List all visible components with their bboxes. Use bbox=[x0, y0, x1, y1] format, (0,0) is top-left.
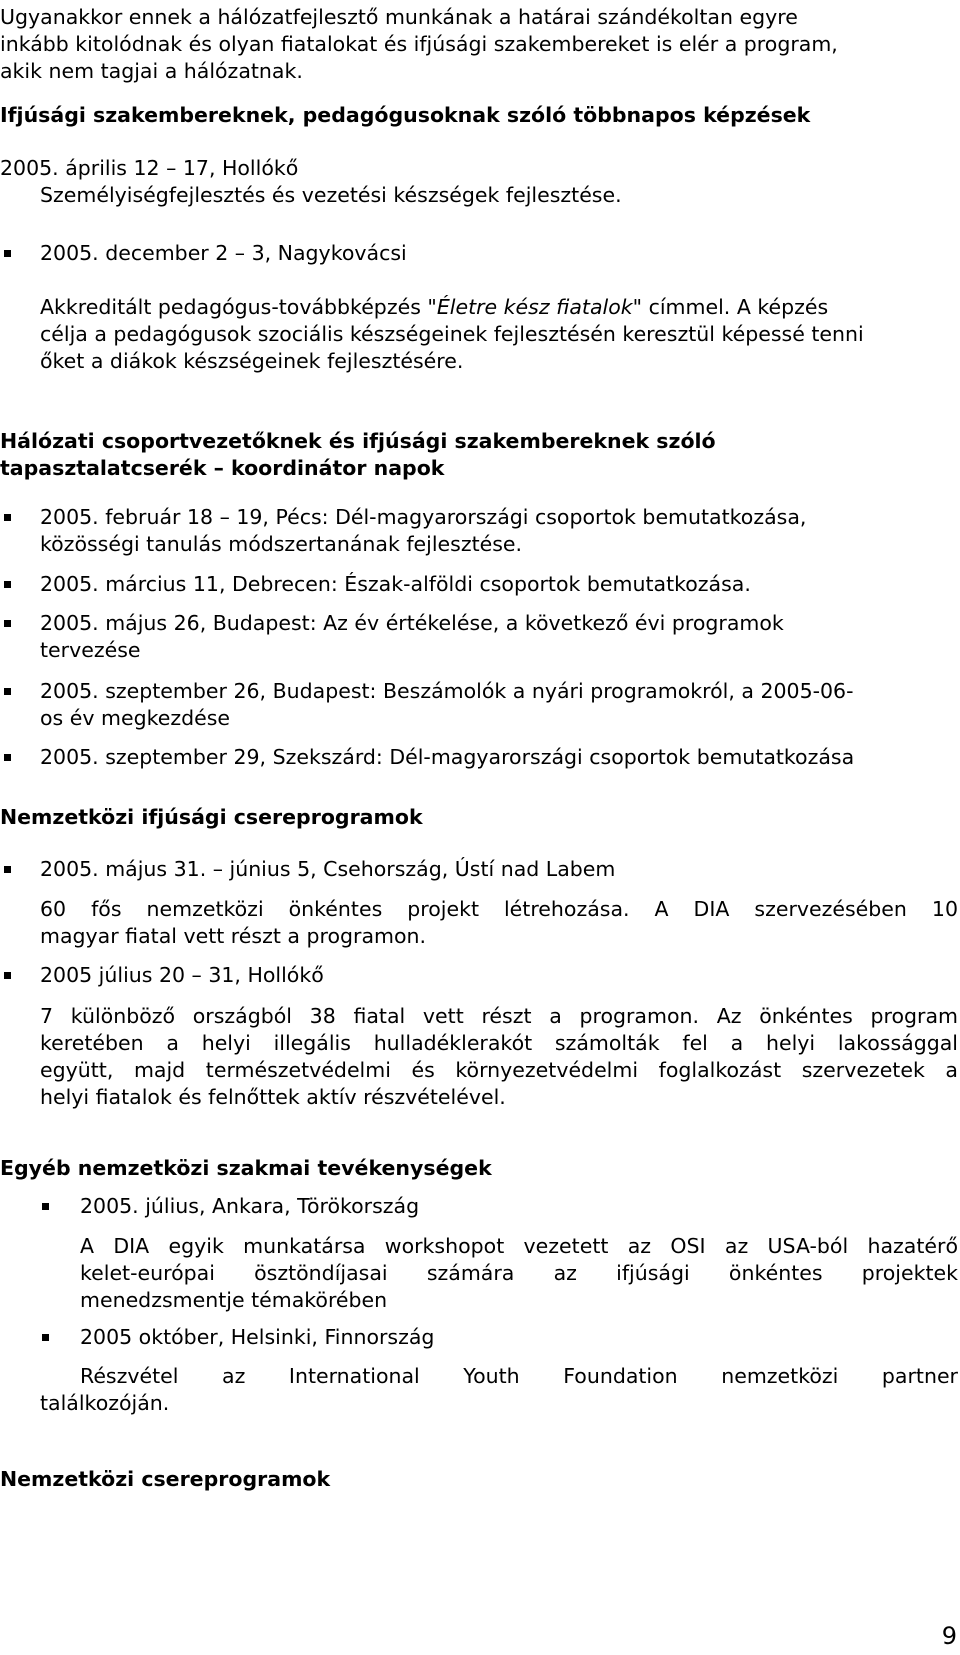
intro-line-2: inkább kitolódnak és olyan fiatalokat és ifjúsági szakembereket is elér a program, bbox=[0, 32, 838, 56]
event-description bbox=[40, 294, 958, 321]
bullet-icon bbox=[42, 1334, 49, 1341]
list-item: tervezése bbox=[40, 638, 141, 662]
bullet-icon bbox=[4, 620, 11, 627]
event-description: Részvétel az International Youth Foundation nemzetközi partner bbox=[80, 1364, 958, 1388]
bullet-icon bbox=[4, 972, 11, 979]
list-item: 2005. március 11, Debrecen: Észak-alföldi csoportok bemutatkozása. bbox=[40, 572, 751, 596]
event-date: 2005 július 20 – 31, Hollókő bbox=[40, 963, 324, 987]
event-description: menedzsmentje témakörében bbox=[80, 1288, 388, 1312]
event-description: 7 különböző országból 38 fiatal vett részt a programon. Az önkéntes program bbox=[40, 1004, 958, 1028]
bullet-icon bbox=[42, 1203, 49, 1210]
bullet-icon bbox=[4, 688, 11, 695]
event-description: őket a diákok készségeinek fejlesztésére. bbox=[40, 349, 464, 373]
bullet-icon bbox=[4, 581, 11, 588]
list-item: közösségi tanulás módszertanának fejlesztése. bbox=[40, 532, 523, 556]
bullet-icon bbox=[4, 754, 11, 761]
event-description: Személyiségfejlesztés és vezetési készségek fejlesztése. bbox=[40, 183, 622, 207]
section-heading: Nemzetközi csereprogramok bbox=[0, 1467, 331, 1491]
event-description: helyi fiatalok és felnőttek aktív részvételével. bbox=[40, 1085, 506, 1109]
list-item: 2005. május 26, Budapest: Az év értékelése, a következő évi programok bbox=[40, 611, 784, 635]
event-date: 2005. május 31. – június 5, Csehország, Ústí nad Labem bbox=[40, 857, 616, 881]
list-item: 2005. szeptember 26, Budapest: Beszámolók a nyári programokról, a 2005-06- bbox=[40, 679, 854, 703]
event-date: 2005. december 2 – 3, Nagykovácsi bbox=[40, 241, 407, 265]
event-description: 60 fős nemzetközi önkéntes projekt létrehozása. A DIA szervezésében 10 bbox=[40, 897, 958, 921]
intro-line-3: akik nem tagjai a hálózatnak. bbox=[0, 59, 303, 83]
list-item: 2005. szeptember 29, Szekszárd: Dél-magyarországi csoportok bemutatkozása bbox=[40, 745, 855, 769]
event-description: találkozóján. bbox=[40, 1391, 170, 1415]
event-description: magyar fiatal vett részt a programon. bbox=[40, 924, 427, 948]
event-date: 2005 október, Helsinki, Finnország bbox=[80, 1325, 435, 1349]
bullet-icon bbox=[4, 514, 11, 521]
list-item: 2005. február 18 – 19, Pécs: Dél-magyarországi csoportok bemutatkozása, bbox=[40, 505, 807, 529]
intro-line-1: Ugyanakkor ennek a hálózatfejlesztő munkának a határai szándékoltan egyre bbox=[0, 5, 798, 29]
event-description: A DIA egyik munkatársa workshopot vezetett az OSI az USA-ból hazatérő bbox=[80, 1234, 958, 1258]
page-number: 9 bbox=[941, 1622, 957, 1650]
bullet-icon bbox=[4, 250, 11, 257]
description-text: " címmel. A képzés bbox=[632, 295, 829, 319]
section-heading: Egyéb nemzetközi szakmai tevékenységek bbox=[0, 1156, 492, 1180]
description-text: Akkreditált pedagógus-továbbképzés " bbox=[40, 295, 437, 319]
section-heading: tapasztalatcserék – koordinátor napok bbox=[0, 456, 445, 480]
event-description: keretében a helyi illegális hulladéklerakót számolták fel a helyi lakossággal bbox=[40, 1031, 958, 1055]
event-description: kelet-európai ösztöndíjasai számára az ifjúsági önkéntes projektek bbox=[80, 1261, 958, 1285]
list-item: os év megkezdése bbox=[40, 706, 231, 730]
event-date: 2005. július, Ankara, Törökország bbox=[80, 1194, 420, 1218]
bullet-icon bbox=[4, 866, 11, 873]
event-description: együtt, majd természetvédelmi és környezetvédelmi foglalkozást szervezetek a bbox=[40, 1058, 958, 1082]
program-title: Életre kész fiatalok bbox=[436, 295, 633, 319]
event-date: 2005. április 12 – 17, Hollókő bbox=[0, 156, 299, 180]
event-description: célja a pedagógusok szociális készségeinek fejlesztésén keresztül képessé tenni bbox=[40, 322, 864, 346]
section-heading: Ifjúsági szakembereknek, pedagógusoknak szóló többnapos képzések bbox=[0, 103, 811, 127]
section-heading: Nemzetközi ifjúsági csereprogramok bbox=[0, 805, 423, 829]
section-heading: Hálózati csoportvezetőknek és ifjúsági szakembereknek szóló bbox=[0, 429, 716, 453]
